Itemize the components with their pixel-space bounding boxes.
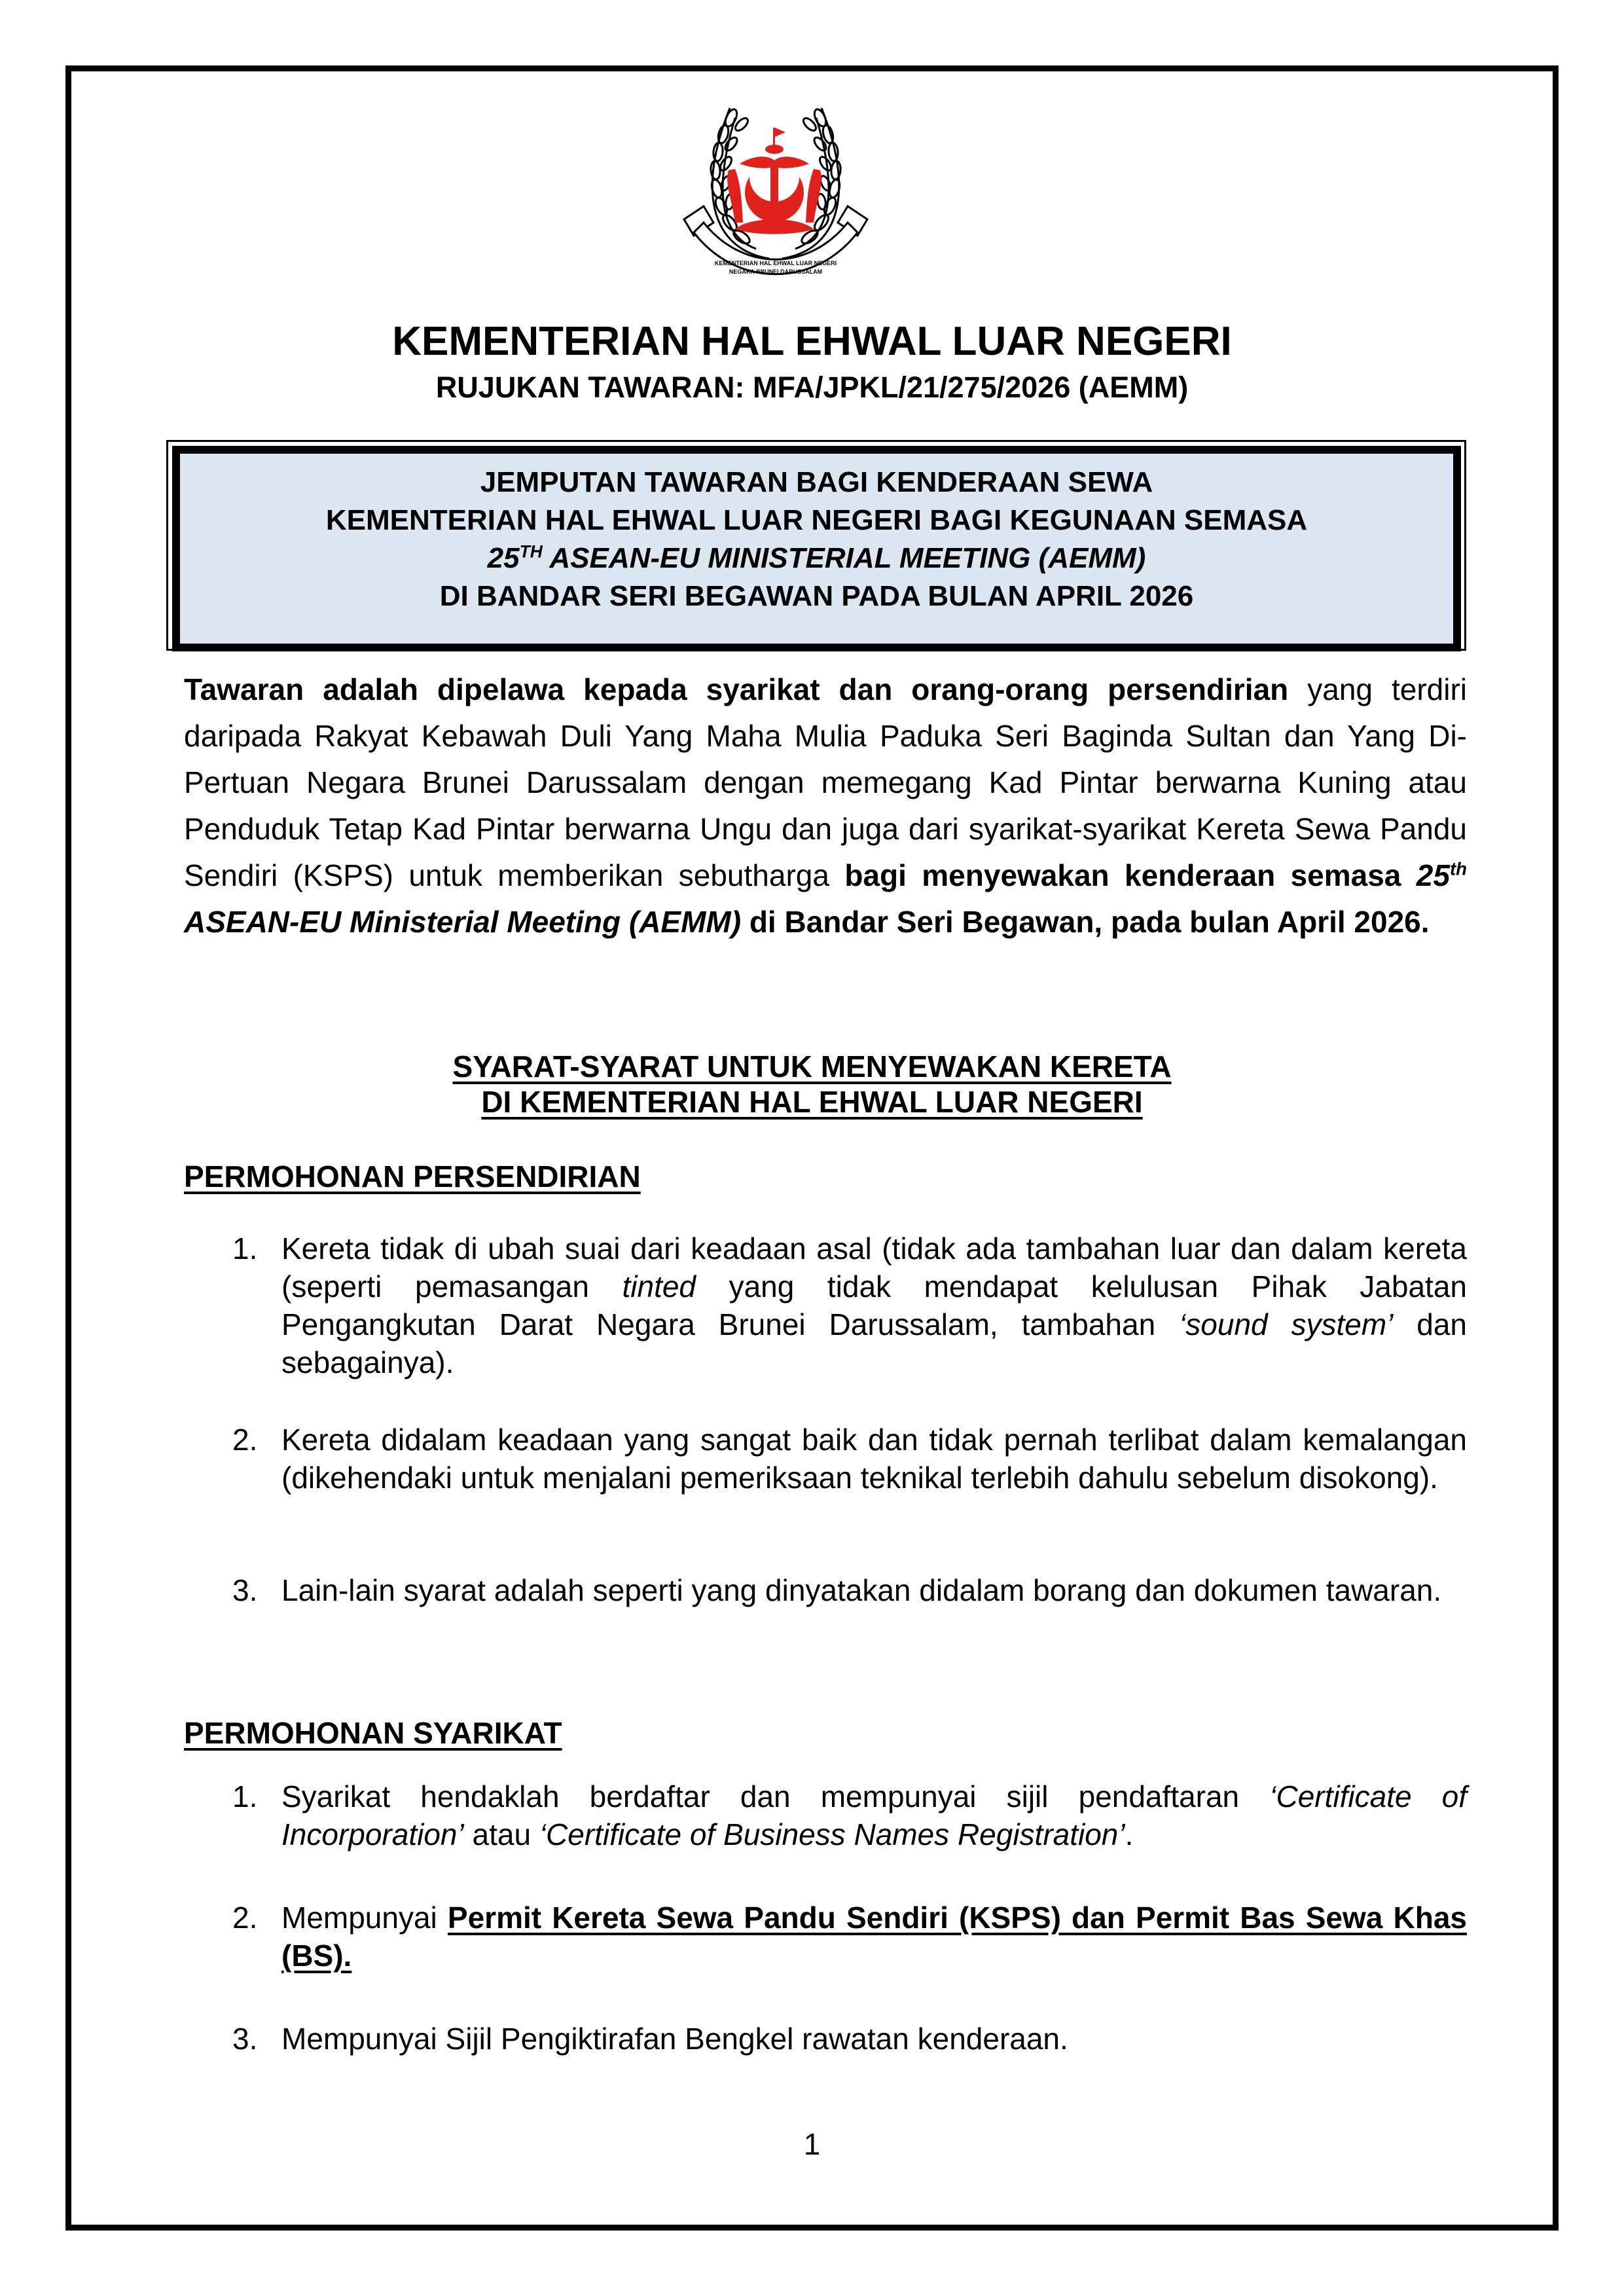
event-ordinal-suffix: TH [519,541,543,562]
page-number: 1 [803,2127,821,2161]
list-number: 3. [232,2022,258,2056]
title-box-line4: DI BANDAR SERI BEGAWAN PADA BULAN APRIL 2026 [439,580,1194,612]
list-number: 1. [232,1231,258,1266]
list-text [281,1777,1467,1853]
intro-event-number: 25 [1416,858,1450,892]
list-text [281,1899,1467,1975]
italic-term: ‘Certificate of Business Names Registration’ [539,1817,1125,1851]
intro-bold-tail: bagi menyewakan kenderaan semasa [844,858,1416,892]
italic-term: ‘Certificate of Incorporation’ [281,1779,1468,1851]
title-box-line1: JEMPUTAN TAWARAN BAGI KENDERAAN SEWA [480,466,1153,498]
italic-term: tinted [622,1269,696,1303]
list-text: Kereta didalam keadaan yang sangat baik dan tidak pernah terlibat dalam kemalangan (dikehendaki untuk menjalani pemeriksaan teknikal terlebih dahulu sebelum disokong). [281,1423,1467,1495]
conditions-heading-line1: SYARAT-SYARAT UNTUK MENYEWAKAN KERETA [452,1049,1172,1084]
list-text: Mempunyai Sijil Pengiktirafan Bengkel rawatan kenderaan. [281,2022,1068,2056]
text-segment: Mempunyai [281,1901,448,1935]
permit-requirement: Permit Kereta Sewa Pandu Sendiri (KSPS) dan Permit Bas Sewa Khas (BS). [281,1901,1467,1973]
list-number: 2. [232,1423,258,1457]
text-segment: Kereta tidak di ubah suai dari keadaan asal (tidak ada tambahan luar dan dalam kereta (seperti pemasangan [281,1231,1467,1303]
list-text: Lain-lain syarat adalah seperti yang dinyatakan didalam borang dan dokumen tawaran. [281,1573,1442,1607]
company-condition-item [232,1899,1467,1975]
intro-closing: di Bandar Seri Begawan, pada bulan April 2026. [741,905,1430,939]
ministry-crest-icon [658,92,893,288]
conditions-heading [0,1049,1624,1120]
title-box-line2: KEMENTERIAN HAL EHWAL LUAR NEGERI BAGI KEGUNAAN SEMASA [325,504,1308,536]
intro-body: yang terdiri daripada Rakyat Kebawah Duli Yang Maha Mulia Paduka Seri Baginda Sultan dan Yang Di-Pertuan Negara Brunei Darussalam dengan memegang Kad Pintar berwarna Kuning atau Penduduk Tetap Kad Pintar berwarna Ungu dan juga dari syarikat-syarikat Kereta Sewa Pandu Sendiri (KSPS) untuk memberikan sebutharga [184,672,1467,892]
intro-paragraph [184,666,1467,945]
offer-reference: RUJUKAN TAWARAN: MFA/JPKL/21/275/2026 (AEMM) [435,371,1189,404]
company-applications-heading-text: PERMOHONAN SYARIKAT [184,1716,562,1750]
individual-condition-item [232,1230,1467,1381]
individual-applications-heading-text: PERMOHONAN PERSENDIRIAN [184,1159,641,1194]
italic-term: ‘sound system’ [1179,1307,1394,1341]
individual-condition-item [232,1421,1467,1497]
ministry-title: KEMENTERIAN HAL EHWAL LUAR NEGERI [392,319,1232,364]
title-box-text [180,464,1453,615]
company-applications-heading [184,1715,562,1751]
individual-condition-item [232,1571,1467,1609]
title-box-line3 [180,539,1453,577]
event-ordinal-number: 25 [487,542,520,574]
crest-text-line2: NEGARA BRUNEI DARUSSALAM [729,268,823,275]
list-number: 2. [232,1901,258,1935]
company-condition-item [232,2020,1467,2058]
company-condition-item [232,1777,1467,1853]
crest-text-line1: KEMENTERIAN HAL EHWAL LUAR NEGERI [714,260,837,266]
conditions-heading-line2: DI KEMENTERIAN HAL EHWAL LUAR NEGERI [481,1085,1143,1119]
list-number: 3. [232,1573,258,1607]
text-segment: atau [463,1817,539,1851]
text-segment: dan sebagainya). [281,1307,1468,1379]
list-number: 1. [232,1779,258,1813]
wreath-left-icon [710,107,769,259]
list-text [281,1230,1467,1381]
text-segment: . [1125,1817,1134,1851]
intro-bold-lead: Tawaran adalah dipelawa kepada syarikat dan orang-orang persendirian [184,672,1289,706]
text-segment: yang tidak mendapat kelulusan Pihak Jabatan Pengangkutan Darat Negara Brunei Darussalam, tambahan [281,1269,1467,1341]
individual-applications-heading [184,1159,641,1194]
intro-event-suffix: th [1449,858,1467,879]
event-name: ASEAN-EU MINISTERIAL MEETING (AEMM) [542,542,1146,574]
text-segment: Syarikat hendaklah berdaftar dan mempunyai sijil pendaftaran [281,1779,1270,1813]
intro-event-name: ASEAN-EU Ministerial Meeting (AEMM) [184,905,742,939]
state-emblem-icon [727,128,821,234]
